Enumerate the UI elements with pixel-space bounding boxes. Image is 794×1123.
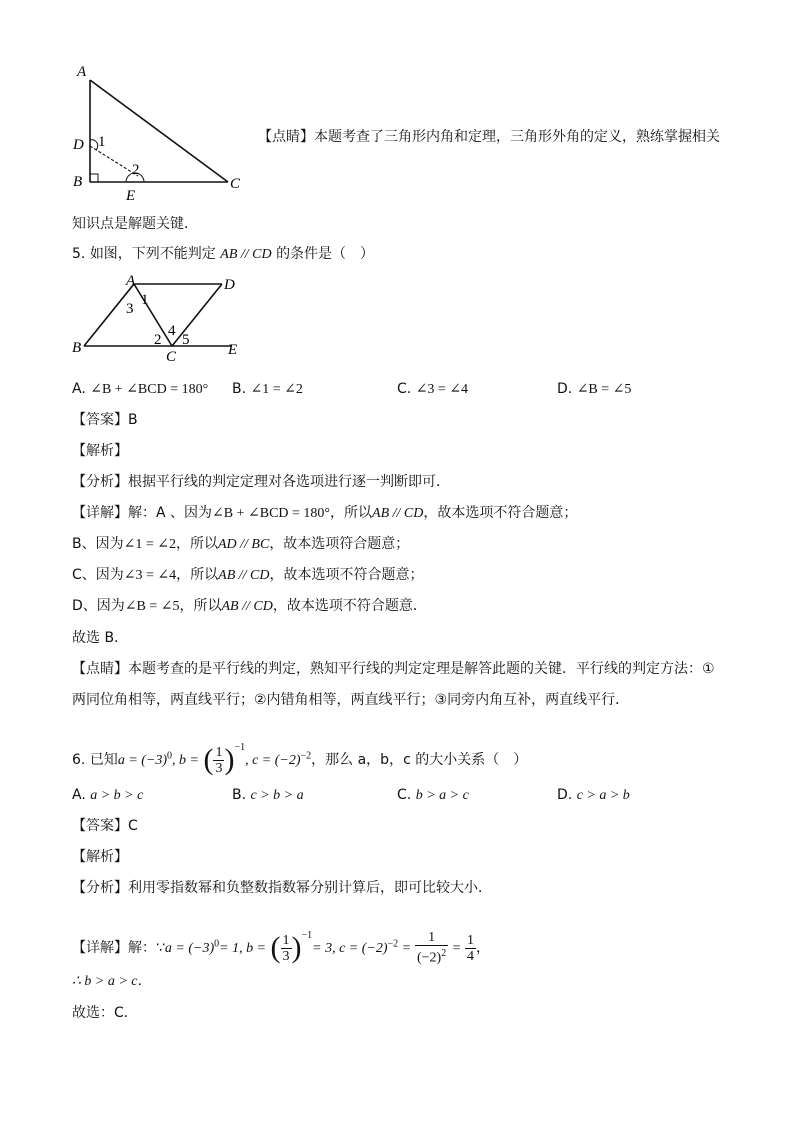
fraction-one-third bbox=[281, 933, 292, 964]
option-letter: D. bbox=[557, 381, 573, 397]
text: B、因为 bbox=[72, 536, 124, 552]
fenxi-text: 利用零指数幂和负整数指数幂分别计算后，即可比较大小． bbox=[128, 880, 492, 896]
label-A: A bbox=[77, 64, 87, 80]
math: AB // CD bbox=[221, 599, 273, 614]
math: ∠1 = ∠2 bbox=[123, 537, 176, 552]
fraction-one-over-neg2-squared bbox=[415, 930, 448, 966]
option-text: c > b > a bbox=[250, 788, 304, 803]
exponent: 0 bbox=[214, 938, 220, 950]
q5-stem-a: 如图，下列不能判定 bbox=[89, 246, 216, 262]
q5-option-a bbox=[72, 379, 208, 400]
q6-answer bbox=[72, 816, 138, 836]
q5-fenxi bbox=[72, 472, 450, 492]
text: ，所以 bbox=[330, 505, 373, 521]
right-paren: ) bbox=[224, 743, 235, 776]
dianjing4-line2: 知识点是解题关键． bbox=[72, 216, 198, 232]
fraction-one-third bbox=[213, 745, 224, 776]
q5-stem bbox=[72, 244, 374, 265]
parallelogram-figure bbox=[64, 272, 254, 364]
math: ∠3 = ∠4 bbox=[123, 568, 177, 583]
option-letter: B. bbox=[232, 787, 247, 803]
fenxi-tag: 【分析】 bbox=[72, 880, 128, 896]
segment-AC bbox=[134, 284, 172, 346]
q6-therefore bbox=[72, 971, 152, 992]
text: ，故本选项符合题意； bbox=[269, 536, 410, 552]
math: AD // BC bbox=[217, 537, 270, 552]
answer-value: B bbox=[128, 412, 138, 428]
answer-value: C bbox=[128, 818, 138, 834]
q5-choose: 故选 B． bbox=[72, 630, 129, 646]
numerator: 1 bbox=[415, 930, 448, 946]
q5-stem-math: AB // CD bbox=[220, 247, 272, 262]
segment-AC bbox=[90, 80, 228, 182]
math: = 1, b = bbox=[219, 941, 267, 956]
q6-number: 6. bbox=[72, 752, 86, 768]
denominator: 4 bbox=[467, 948, 475, 964]
label-1: 1 bbox=[98, 134, 106, 150]
text: ， bbox=[476, 940, 491, 956]
text: C、因为 bbox=[72, 567, 124, 583]
dianjing4-tag: 【点睛】 bbox=[258, 129, 314, 145]
text: 解：A 、因为 bbox=[128, 505, 213, 521]
option-text: c > a > b bbox=[576, 788, 630, 803]
math: ∠B = ∠5 bbox=[124, 599, 180, 614]
fenxi-tag: 【分析】 bbox=[72, 474, 128, 490]
label-C: C bbox=[166, 349, 177, 364]
text: 解：∵ bbox=[128, 940, 165, 956]
text: ，故本选项不符合题意； bbox=[423, 505, 578, 521]
denominator bbox=[415, 946, 448, 966]
option-text: ∠1 = ∠2 bbox=[250, 382, 303, 397]
q5-dianjing-2: 两同位角相等，两直线平行；②内错角相等，两直线平行；③同旁内角互补，两直线平行． bbox=[72, 692, 630, 708]
text: 已知 bbox=[89, 752, 118, 768]
exponent: −1 bbox=[234, 742, 246, 753]
label-4: 4 bbox=[168, 323, 176, 339]
exponent: −1 bbox=[301, 930, 313, 941]
option-letter: C. bbox=[397, 787, 412, 803]
math: , c = (−2) bbox=[245, 753, 301, 768]
denominator-base: (−2) bbox=[416, 950, 442, 966]
q5-option-b bbox=[232, 379, 303, 400]
dianjing4-text1: 本题考查了三角形内角和定理，三角形外角的定义，熟练掌握相关 bbox=[314, 129, 720, 145]
q5-number: 5. bbox=[72, 246, 86, 262]
label-2: 2 bbox=[132, 162, 140, 178]
q5-answer bbox=[72, 410, 138, 430]
option-letter: A. bbox=[72, 381, 86, 397]
option-text: ∠3 = ∠4 bbox=[415, 382, 469, 397]
q6-xiangjie bbox=[72, 915, 491, 966]
label-D: D bbox=[224, 277, 235, 293]
text: D、因为 bbox=[72, 598, 125, 614]
q6-fenxi bbox=[72, 878, 492, 898]
q5-dianjing-1 bbox=[72, 659, 715, 679]
text: ，所以 bbox=[179, 598, 222, 614]
denominator: 3 bbox=[282, 948, 290, 964]
label-B: B bbox=[72, 340, 82, 356]
math: = 3, c = (−2) bbox=[312, 941, 388, 956]
q6-option-a bbox=[72, 785, 143, 806]
segment-CD bbox=[172, 284, 222, 346]
label-E: E bbox=[126, 188, 136, 203]
label-C: C bbox=[230, 176, 241, 192]
exponent: −2 bbox=[300, 750, 312, 762]
option-letter: B. bbox=[232, 381, 247, 397]
label-A: A bbox=[126, 273, 136, 289]
exponent: −2 bbox=[387, 938, 399, 950]
therefore-text: ∴ b > a > c． bbox=[72, 974, 152, 989]
math: ∠B + ∠BCD = 180° bbox=[212, 506, 331, 521]
right-angle-mark bbox=[90, 174, 98, 182]
q5-stem-b: 的条件是（ ） bbox=[276, 246, 375, 262]
label-D: D bbox=[73, 137, 84, 153]
numerator: 1 bbox=[467, 932, 475, 948]
q5-xiangjie-c bbox=[72, 565, 423, 586]
xiangjie-tag: 【详解】 bbox=[72, 940, 128, 956]
text: ，所以 bbox=[176, 567, 219, 583]
q5-xiangjie-d bbox=[72, 596, 427, 617]
text: ，那么 a，b，c 的大小关系（ ） bbox=[311, 752, 528, 768]
dianjing-text: 本题考查的是平行线的判定，熟知平行线的判定定理是解答此题的关键．平行线的判定方法：① bbox=[128, 661, 715, 677]
option-text: a > b > c bbox=[90, 788, 144, 803]
text: ，故本选项不符合题意； bbox=[269, 567, 424, 583]
q6-option-c bbox=[397, 785, 469, 806]
angle-1-arc bbox=[90, 140, 98, 150]
q6-choose: 故选：C． bbox=[72, 1005, 138, 1021]
math: a = (−3) bbox=[117, 753, 168, 768]
q5-xiangjie-b bbox=[72, 534, 409, 555]
label-3: 3 bbox=[126, 301, 134, 317]
math: , b = bbox=[172, 753, 199, 768]
label-2: 2 bbox=[154, 332, 162, 348]
numerator: 1 bbox=[282, 932, 290, 948]
left-paren: ( bbox=[270, 931, 281, 964]
numerator: 1 bbox=[215, 744, 223, 760]
xiangjie-tag: 【详解】 bbox=[72, 505, 128, 521]
q6-option-b bbox=[232, 785, 304, 806]
label-5: 5 bbox=[182, 332, 190, 348]
equals: = bbox=[452, 941, 461, 956]
q6-jiexi: 【解析】 bbox=[72, 849, 128, 865]
q5-jiexi: 【解析】 bbox=[72, 443, 128, 459]
q6-stem bbox=[72, 728, 528, 776]
option-text: ∠B + ∠BCD = 180° bbox=[90, 382, 209, 397]
triangle-figure bbox=[60, 58, 260, 203]
answer-tag: 【答案】 bbox=[72, 412, 128, 428]
q6-option-d bbox=[557, 785, 630, 806]
option-text: b > a > c bbox=[415, 788, 469, 803]
option-text: ∠B = ∠5 bbox=[576, 382, 632, 397]
dianjing4-line1 bbox=[258, 127, 720, 147]
right-paren: ) bbox=[291, 931, 302, 964]
exponent: 2 bbox=[441, 948, 447, 960]
label-E: E bbox=[228, 342, 238, 358]
q5-option-d bbox=[557, 379, 631, 400]
segment-DE-dashed bbox=[90, 146, 138, 176]
label-B: B bbox=[73, 174, 83, 190]
math: AB // CD bbox=[218, 568, 270, 583]
label-1: 1 bbox=[141, 292, 149, 308]
exponent: 0 bbox=[167, 750, 173, 762]
option-letter: A. bbox=[72, 787, 86, 803]
answer-tag: 【答案】 bbox=[72, 818, 128, 834]
dianjing-tag: 【点睛】 bbox=[72, 661, 128, 677]
fraction-one-fourth bbox=[465, 933, 476, 964]
option-letter: D. bbox=[557, 787, 573, 803]
denominator: 3 bbox=[215, 760, 223, 776]
math: AB // CD bbox=[372, 506, 424, 521]
text: ，所以 bbox=[175, 536, 218, 552]
q5-xiangjie-a bbox=[72, 503, 577, 524]
left-paren: ( bbox=[203, 743, 214, 776]
fenxi-text: 根据平行线的判定定理对各选项进行逐一判断即可． bbox=[128, 474, 450, 490]
option-letter: C. bbox=[397, 381, 412, 397]
text: ，故本选项不符合题意． bbox=[272, 598, 427, 614]
q5-option-c bbox=[397, 379, 468, 400]
math: a = (−3) bbox=[164, 941, 215, 956]
equals: = bbox=[402, 941, 411, 956]
